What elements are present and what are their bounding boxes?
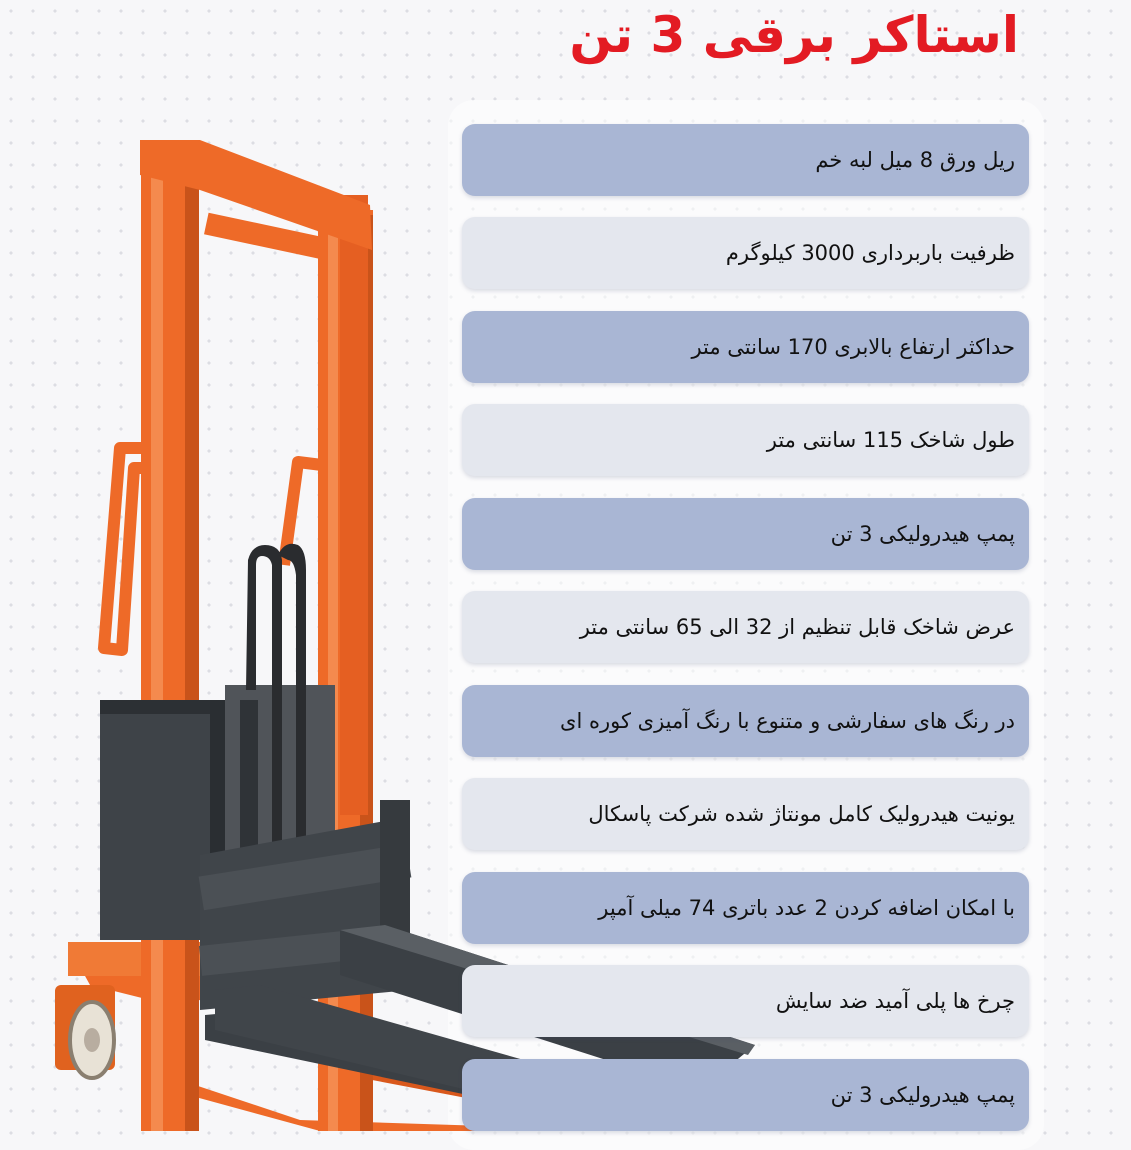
page-title: استاکر برقی 3 تن — [569, 6, 1019, 64]
feature-item — [462, 404, 1029, 476]
feature-text: پمپ هیدرولیکی 3 تن — [830, 1083, 1015, 1107]
feature-item — [462, 498, 1029, 570]
feature-text: در رنگ های سفارشی و متنوع با رنگ آمیزی کوره ای — [560, 709, 1015, 733]
feature-text: عرض شاخک قابل تنظیم از 32 الی 65 سانتی متر — [579, 615, 1015, 639]
feature-item — [462, 778, 1029, 850]
feature-text: پمپ هیدرولیکی 3 تن — [830, 522, 1015, 546]
feature-item — [462, 685, 1029, 757]
feature-item — [462, 965, 1029, 1037]
feature-text: ظرفیت باربرداری 3000 کیلوگرم — [725, 241, 1015, 265]
feature-text: طول شاخک 115 سانتی متر — [766, 428, 1015, 452]
feature-item — [462, 591, 1029, 663]
feature-item — [462, 217, 1029, 289]
feature-item — [462, 124, 1029, 196]
feature-item — [462, 872, 1029, 944]
feature-text: ریل ورق 8 میل لبه خم — [815, 148, 1015, 172]
feature-text: حداکثر ارتفاع بالابری 170 سانتی متر — [691, 335, 1015, 359]
feature-text: با امکان اضافه کردن 2 عدد باتری 74 میلی آمپر — [598, 896, 1015, 920]
feature-text: چرخ ها پلی آمید ضد سایش — [775, 989, 1015, 1013]
feature-text: یونیت هیدرولیک کامل مونتاژ شده شرکت پاسکال — [588, 802, 1015, 826]
feature-item — [462, 311, 1029, 383]
feature-item — [462, 1059, 1029, 1131]
